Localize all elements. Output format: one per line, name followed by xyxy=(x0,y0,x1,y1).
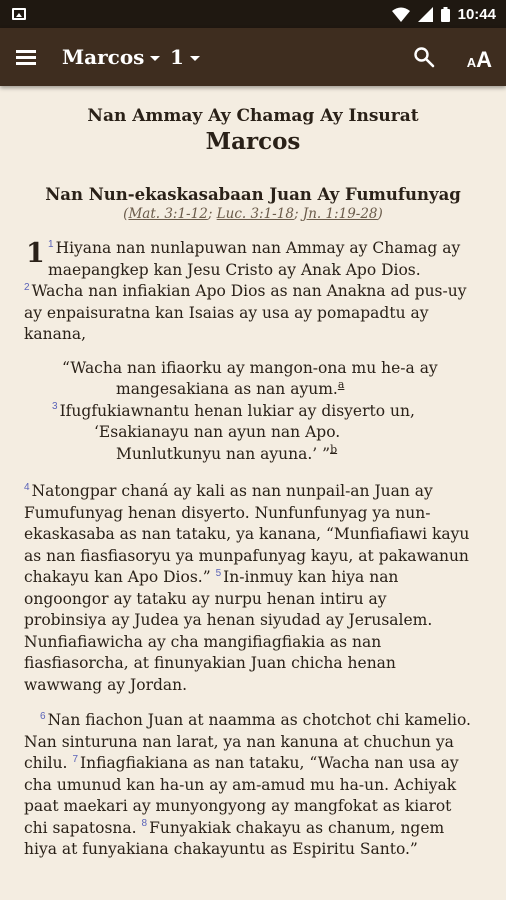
verse-number: 6 xyxy=(40,710,46,722)
verse-number: 4 xyxy=(24,481,30,493)
app-bar xyxy=(0,28,506,86)
book-dropdown-icon xyxy=(150,56,160,61)
menu-icon[interactable] xyxy=(14,45,40,69)
book-title: Marcos xyxy=(205,128,301,155)
verse-text: Hiyana nan nunlapuwan nan Ammay ay Chamag ay xyxy=(55,239,461,257)
verse-text: Wacha nan infiakian Apo Dios as nan Anakna ad pus-uy xyxy=(31,282,467,300)
search-icon[interactable] xyxy=(412,45,436,69)
cross-references: (Mat. 3:1-12; Luc. 3:1-18; Jn. 1:19-28) xyxy=(123,206,383,222)
verse-text: maepangkep kan Jesu Cristo ay Anak Apo Dios. xyxy=(48,260,421,279)
paragraph-2: $^4$ Natongpar chaná ay kali as nan nunpail-an Juan ay Fumufunyag henan disyerto. Nunfunfunyag ya nun- ekaskasaba as nan tataku, ya kanana, “Munfiafiawi kayu as nan fiasfiasoryu ya munpafunyag kayu, at pakawanun chakayu kan Apo Dios.” $^5$ In-inmuy kan hiya nan ongoongor ay tataku ay nurpu henan intiru ay probinsiya ay Judea ya henan siyudad ay Jerusalem. Nunfiafiawicha ay cha mangifiagfiakia as nan fiasfiasorcha, at finunyakian Juan chicha henan wawwang ay Jordan. xyxy=(24,481,470,694)
verse-number: 8 xyxy=(141,818,148,830)
book-heading: Nan Ammay Ay Chamag Ay Insurat xyxy=(87,106,419,126)
poetry-line: “Wacha nan ifiaorku ay mangon-ona mu he-a ay xyxy=(62,358,438,377)
wifi-icon xyxy=(392,7,410,22)
poetry-block xyxy=(24,358,482,466)
scripture-content xyxy=(0,86,506,900)
chapter-selector[interactable] xyxy=(170,42,200,72)
footnote-marker[interactable]: b xyxy=(330,442,338,456)
verse-text: ay enpaisuratna kan Isaias ay usa ay pomapadtu ay xyxy=(24,303,429,322)
verse-number: 5 xyxy=(215,567,222,579)
poetry-line: Ifugfukiawnantu henan lukiar ay disyerto un, xyxy=(59,401,415,420)
font-size-icon[interactable]: A A xyxy=(466,47,492,72)
cellular-icon xyxy=(418,7,433,22)
verse-text: kanana, xyxy=(24,325,87,343)
verse-number: 1 xyxy=(48,238,54,250)
book-name: Marcos xyxy=(62,45,145,69)
chapter-drop-number: 1 xyxy=(26,238,45,269)
book-selector[interactable] xyxy=(62,42,160,72)
section-heading: Nan Nun-ekaskasabaan Juan Ay Fumufunyag xyxy=(45,185,461,204)
status-time: 10:44 xyxy=(457,5,496,23)
footnote-marker[interactable]: a xyxy=(337,377,345,391)
battery-icon xyxy=(441,7,450,22)
reference-link[interactable]: Mat. 3:1-12 xyxy=(128,206,208,222)
chapter-dropdown-icon xyxy=(190,56,200,61)
paragraph-3: $^6$ Nan fiachon Juan at naamma as chotchot chi kamelio. Nan sinturuna nan larat, ya nan kanuna at chuchun ya chilu. $^7$ Infiagfiakiana as nan tataku, “Wacha nan usa ay cha umunud kan ha-un ay am-amud mu ha-un. Achiyak paat maekari ay munyongyong ay mangfokat as kiarot chi sapatosna. $^8$ Funyakiak chakayu as chanum, ngem hiya at funyakiana chakayuntu as Espiritu Santo.” xyxy=(24,710,471,858)
verse-number: 3 xyxy=(52,401,58,413)
image-notification-icon xyxy=(12,8,26,20)
reference-link[interactable]: Luc. 3:1-18 xyxy=(216,206,294,222)
reference-link[interactable]: Jn. 1:19-28 xyxy=(302,206,378,222)
status-bar xyxy=(0,0,506,28)
poetry-line: ‘Esakianayu nan ayun nan Apo. xyxy=(94,423,341,441)
verse-number: 7 xyxy=(72,753,78,765)
paragraph-1 xyxy=(24,238,482,346)
chapter-number: 1 xyxy=(170,45,184,69)
poetry-line: Munlutkunyu nan ayuna.’ ” xyxy=(116,444,331,463)
poetry-line: mangesakiana as nan ayum. xyxy=(116,380,338,398)
verse-number: 2 xyxy=(24,281,30,293)
